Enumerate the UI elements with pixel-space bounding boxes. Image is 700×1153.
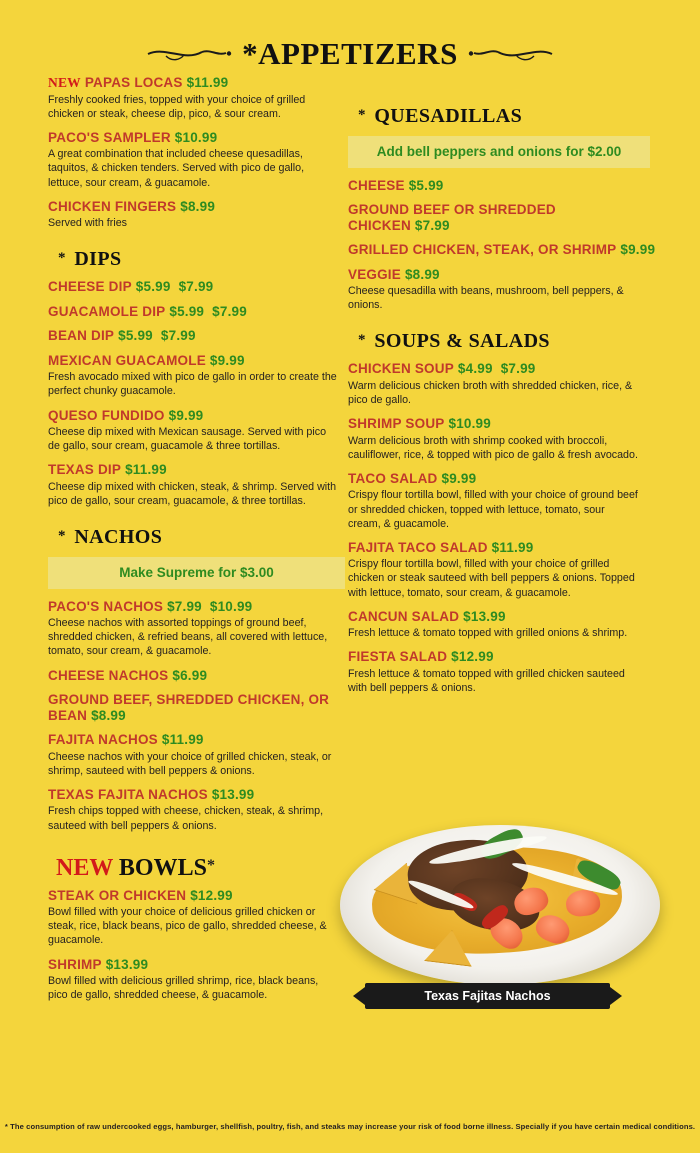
item-title (348, 540, 658, 556)
item-price: $11.99 (125, 462, 167, 478)
item-title (348, 242, 658, 258)
quesadillas-list (348, 178, 658, 313)
item-title (48, 888, 343, 904)
item-name: GROUND BEEF OR SHREDDED CHICKEN (348, 202, 556, 233)
left-column (48, 75, 343, 1011)
item-description: Freshly cooked fries, topped with your choice of grilled chicken or steak, cheese dip, pico, & sour cream. (48, 93, 306, 120)
item-title (48, 199, 343, 215)
item-description: Fresh avocado mixed with pico de gallo in order to create the perfect chunky guacamole. (48, 371, 337, 398)
heading-text: SOUPS & SALADS (374, 330, 550, 353)
menu-item (48, 328, 343, 344)
item-name: CHICKEN SOUP (348, 361, 454, 377)
menu-item (348, 242, 658, 258)
item-description: Warm delicious chicken broth with shredded chicken, rice, & pico de gallo. (348, 379, 633, 407)
section-heading-soups-salads (358, 330, 658, 353)
item-description: Cheese nachos with assorted toppings of ground beef, shredded chicken, & refried beans, all covered with lettuce, tomato, sour cream, & guacamole. (48, 617, 328, 658)
bowls-list (48, 888, 343, 1003)
item-price: $9.99 (620, 242, 656, 258)
item-price: $5.99 (169, 303, 205, 319)
heading-text: BOWLS (118, 854, 207, 881)
section-heading-nachos (58, 526, 343, 549)
item-description: Crispy flour tortilla bowl, filled with your choice of ground beef or shredded chicken, topped with lettuce, tomato, sour cream, & guacamole. (348, 489, 638, 530)
item-description: Cheese dip mixed with chicken, steak, & shrimp. Served with pico de gallo, sour cream, guacamole, & three tortillas. (48, 480, 337, 508)
menu-item (48, 957, 343, 1003)
item-price-large: $7.99 (178, 279, 214, 295)
menu-item (48, 408, 343, 454)
nachos-list (48, 599, 343, 833)
photo-caption: Texas Fajitas Nachos (365, 983, 610, 1009)
title-star: * (242, 36, 259, 71)
item-title (48, 353, 343, 369)
item-price: $9.99 (209, 352, 245, 368)
item-title (48, 462, 343, 478)
item-description: Bowl filled with delicious grilled shrimp, rice, black beans, pico de gallo, shredded cheese, & guacamole. (48, 975, 319, 1002)
heading-text: NACHOS (74, 526, 163, 549)
page-header (0, 36, 700, 72)
item-name: CHEESE (348, 177, 405, 193)
item-price: $11.99 (161, 732, 204, 748)
menu-item (48, 599, 343, 659)
item-description: Crispy flour tortilla bowl, filled with your choice of grilled chicken or steak sauteed with bell peppers & onions. Topped with lettuce, tomato, sour cream, & guacamole. (348, 558, 635, 599)
right-column (348, 105, 658, 704)
item-price: $5.99 (135, 279, 171, 295)
item-name: CHICKEN FINGERS (48, 198, 177, 214)
menu-item (48, 199, 343, 231)
item-description: Cheese nachos with your choice of grilled chicken, steak, or shrimp, sauteed with bell peppers & onions. (48, 750, 332, 777)
item-price: $12.99 (451, 649, 494, 665)
item-title (48, 279, 343, 295)
heading-star: * (206, 856, 215, 874)
item-title (348, 416, 658, 432)
item-title (48, 732, 343, 748)
item-price: $13.99 (211, 786, 255, 802)
soups-salads-list (348, 361, 658, 695)
menu-item (48, 353, 343, 399)
item-price: $10.99 (174, 129, 218, 145)
menu-item (48, 732, 343, 778)
item-title (348, 471, 658, 487)
item-name: VEGGIE (348, 266, 401, 282)
item-title (348, 267, 658, 283)
item-name: MEXICAN GUACAMOLE (48, 352, 206, 368)
item-title (348, 609, 658, 625)
menu-item (48, 692, 343, 723)
item-price: $10.99 (448, 416, 491, 432)
item-name: FAJITA NACHOS (48, 732, 158, 748)
menu-item (348, 267, 658, 313)
item-name: GRILLED CHICKEN, STEAK, OR SHRIMP (348, 242, 617, 258)
heading-star: * (58, 250, 66, 267)
item-price: $8.99 (180, 198, 216, 214)
item-title (48, 692, 343, 723)
item-description: Bowl filled with your choice of delicious grilled chicken or steak, rice, black beans, pico de gallo, shredded cheese, & guacamole. (48, 906, 327, 947)
item-name: CHEESE NACHOS (48, 667, 169, 683)
item-price: $11.99 (491, 539, 534, 555)
item-description: Fresh lettuce & tomato topped with grilled chicken sauteed with bell peppers & onions. (348, 667, 625, 694)
item-name: SHRIMP (48, 956, 102, 972)
item-price: $5.99 (118, 328, 153, 344)
new-badge: NEW (48, 75, 81, 90)
item-price: $6.99 (172, 667, 208, 683)
item-price: $12.99 (190, 887, 233, 903)
menu-item (348, 649, 658, 695)
item-title (48, 328, 343, 344)
quesadillas-promo-banner: Add bell peppers and onions for $2.00 (348, 136, 650, 168)
footer-disclaimer: * The consumption of raw undercooked eggs, hamburger, shellfish, poultry, fish, and steaks may increase your risk of food borne illness. Specially if you have certain medical conditions. (4, 1122, 696, 1131)
title-text: APPETIZERS (258, 36, 458, 71)
appetizers-list (48, 75, 343, 230)
item-name: QUESO FUNDIDO (48, 407, 165, 423)
item-price: $8.99 (91, 707, 126, 723)
nachos-promo-banner: Make Supreme for $3.00 (48, 557, 345, 589)
item-name: FAJITA TACO SALAD (348, 539, 488, 555)
item-title (48, 304, 343, 320)
item-description: Served with fries (48, 217, 127, 230)
item-title (48, 408, 343, 424)
menu-item (348, 361, 658, 407)
item-price: $7.99 (414, 217, 450, 233)
item-price-large: $7.99 (500, 361, 536, 377)
item-name: CHEESE DIP (48, 279, 132, 295)
menu-item (48, 75, 343, 121)
item-price: $8.99 (404, 266, 440, 282)
section-heading-quesadillas (358, 105, 658, 128)
menu-item (48, 279, 343, 295)
item-price: $13.99 (105, 956, 149, 972)
item-name: PACO'S NACHOS (48, 598, 164, 614)
item-price: $13.99 (463, 608, 506, 624)
section-heading-dips (58, 248, 343, 271)
heading-text: DIPS (74, 248, 122, 271)
item-name: PAPAS LOCAS (84, 75, 183, 90)
item-description: Warm delicious broth with shrimp cooked with broccoli, cauliflower, rice, & topped with pico de gallo & fresh avocado. (348, 434, 638, 461)
item-title (48, 130, 343, 146)
item-name: GUACAMOLE DIP (48, 303, 166, 319)
item-price: $11.99 (186, 75, 229, 90)
item-price: $4.99 (457, 361, 493, 377)
menu-item (348, 609, 658, 641)
item-name: TACO SALAD (348, 470, 438, 486)
item-price: $7.99 (167, 598, 202, 614)
dips-list (48, 279, 343, 508)
item-title (348, 361, 658, 377)
item-name: GROUND BEEF, SHREDDED CHICKEN, OR BEAN (48, 692, 330, 723)
item-description: Fresh chips topped with cheese, chicken, steak, & shrimp, sauteed with bell peppers & onions. (48, 805, 324, 832)
item-name: TEXAS DIP (48, 462, 122, 478)
heading-star: * (358, 332, 366, 349)
item-description: Cheese dip mixed with Mexican sausage. Served with pico de gallo, sour cream, guacamole & three tortillas. (48, 426, 327, 453)
section-heading-bowls (56, 855, 343, 882)
menu-item (348, 416, 658, 462)
flourish-left-icon (140, 44, 238, 64)
item-name: BEAN DIP (48, 328, 115, 344)
item-price: $9.99 (168, 407, 204, 423)
item-name: FIESTA SALAD (348, 649, 448, 665)
item-description: A great combination that included cheese quesadillas, taquitos, & chicken tenders. Served with pico de gallo, lettuce, sour cream, & guacamole. (48, 148, 305, 189)
item-price: $9.99 (441, 470, 477, 486)
item-description: Cheese quesadilla with beans, mushroom, bell peppers, & onions. (348, 285, 624, 312)
menu-item (348, 178, 658, 194)
menu-item (48, 304, 343, 320)
item-name: SHRIMP SOUP (348, 416, 445, 432)
menu-item (48, 130, 343, 190)
item-title (48, 957, 343, 973)
menu-item (48, 787, 343, 833)
item-title (348, 178, 658, 194)
item-price-large: $7.99 (160, 328, 196, 344)
menu-item (48, 668, 343, 684)
item-description: Fresh lettuce & tomato topped with grilled onions & shrimp. (348, 627, 628, 640)
flourish-right-icon (462, 44, 560, 64)
menu-item (48, 888, 343, 948)
page-title (242, 36, 458, 72)
menu-item (348, 202, 658, 233)
menu-item (348, 540, 658, 600)
menu-item (48, 462, 343, 508)
heading-star: * (358, 107, 366, 123)
heading-star: * (58, 528, 66, 545)
item-title (48, 668, 343, 684)
item-price-large: $10.99 (209, 598, 253, 614)
new-badge: NEW (56, 854, 113, 881)
item-title (48, 75, 343, 91)
item-price: $5.99 (408, 177, 444, 193)
item-title (348, 202, 658, 233)
item-title (48, 787, 343, 803)
item-name: PACO'S SAMPLER (48, 129, 171, 145)
item-title (48, 599, 343, 615)
item-name: TEXAS FAJITA NACHOS (48, 786, 208, 802)
food-photo (330, 770, 680, 1020)
menu-item (348, 471, 658, 531)
item-name: CANCUN SALAD (348, 608, 460, 624)
item-name: STEAK OR CHICKEN (48, 887, 187, 903)
item-title (348, 649, 658, 665)
item-price-large: $7.99 (212, 303, 247, 319)
heading-text: QUESADILLAS (374, 105, 523, 127)
